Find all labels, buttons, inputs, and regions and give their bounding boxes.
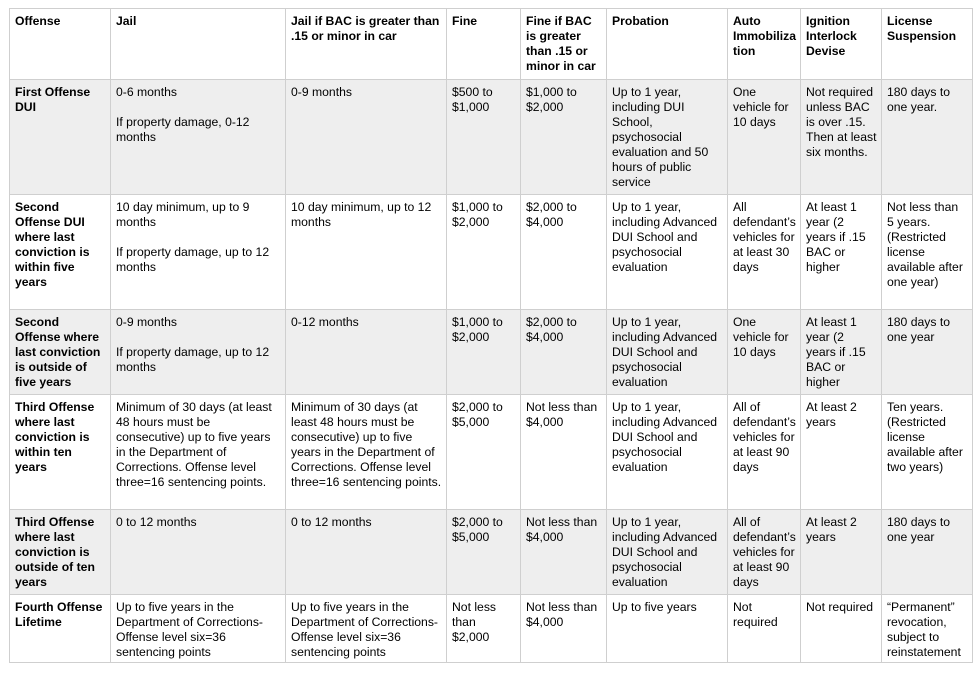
probation-cell: Up to 1 year, including DUI School, psychosocial evaluation and 50 hours of public service [607,80,728,195]
auto-immobilization-cell: One vehicle for 10 days [728,80,801,195]
license-suspension-cell: Not less than 5 years. (Restricted license available after one year) [882,195,973,310]
ignition-interlock-cell: Not required [801,595,882,663]
offense-cell: Fourth Offense Lifetime [10,595,111,663]
header-license-suspension: License Suspension [882,9,973,80]
jail-text: 10 day minimum, up to 9 months [116,200,250,229]
fine-cell: $2,000 to $5,000 [447,510,521,595]
fine-bac-cell: Not less than $4,000 [521,510,607,595]
jail-cell [111,395,286,510]
probation-cell: Up to 1 year, including Advanced DUI School and psychosocial evaluation [607,510,728,595]
jail-bac-cell [286,595,447,663]
jail-bac-cell [286,510,447,595]
license-suspension-cell: 180 days to one year [882,510,973,595]
offense-cell: Third Offense where last conviction is within ten years [10,395,111,510]
fine-bac-cell: Not less than $4,000 [521,595,607,663]
header-probation: Probation [607,9,728,80]
jail-cell [111,80,286,195]
jail-bac-cell [286,195,447,310]
header-row [10,9,973,80]
ignition-interlock-cell: At least 1 year (2 years if .15 BAC or higher [801,195,882,310]
jail-text: If property damage, up to 12 months [116,245,270,274]
header-jail-bac: Jail if BAC is greater than .15 or minor in car [286,9,447,80]
jail-bac-text: Minimum of 30 days (at least 48 hours must be consecutive) up to five years in the Department of Corrections. Offense level three=16 sentencing points. [291,400,442,489]
jail-text: 0 to 12 months [116,515,197,529]
fine-cell: Not less than $2,000 [447,595,521,663]
jail-text: 0-9 months [116,315,177,329]
jail-text: 0-6 months [116,85,177,99]
probation-cell: Up to 1 year, including Advanced DUI School and psychosocial evaluation [607,310,728,395]
jail-cell [111,510,286,595]
offense-cell: Second Offense where last conviction is outside of five years [10,310,111,395]
table-row [10,80,973,195]
jail-bac-text: 10 day minimum, up to 12 months [291,200,432,229]
fine-bac-cell: $2,000 to $4,000 [521,310,607,395]
probation-cell: Up to five years [607,595,728,663]
jail-bac-text: 0 to 12 months [291,515,372,529]
fine-bac-cell: Not less than $4,000 [521,395,607,510]
jail-text: If property damage, 0-12 months [116,115,250,144]
fine-cell: $1,000 to $2,000 [447,310,521,395]
fine-cell: $2,000 to $5,000 [447,395,521,510]
table-row [10,395,973,510]
table-row [10,510,973,595]
license-suspension-cell: Ten years. (Restricted license available after two years) [882,395,973,510]
fine-cell: $500 to $1,000 [447,80,521,195]
auto-immobilization-cell: One vehicle for 10 days [728,310,801,395]
ignition-interlock-cell: At least 2 years [801,510,882,595]
jail-bac-text: Up to five years in the Department of Corrections- Offense level six=36 sentencing points [291,600,438,659]
auto-immobilization-cell: All defendant’s vehicles for at least 30 days [728,195,801,310]
license-suspension-cell: “Permanent” revocation, subject to reinstatement [882,595,973,663]
license-suspension-cell: 180 days to one year [882,310,973,395]
jail-cell [111,595,286,663]
ignition-interlock-cell: Not required unless BAC is over .15. Then at least six months. [801,80,882,195]
probation-cell: Up to 1 year, including Advanced DUI School and psychosocial evaluation [607,195,728,310]
fine-bac-cell: $2,000 to $4,000 [521,195,607,310]
jail-bac-text: 0-12 months [291,315,359,329]
offense-cell: Second Offense DUI where last conviction is within five years [10,195,111,310]
jail-text: Up to five years in the Department of Corrections- Offense level six=36 sentencing points [116,600,263,659]
ignition-interlock-cell: At least 2 years [801,395,882,510]
jail-bac-cell [286,310,447,395]
fine-bac-cell: $1,000 to $2,000 [521,80,607,195]
header-jail: Jail [111,9,286,80]
table-row [10,195,973,310]
jail-cell [111,310,286,395]
auto-immobilization-cell: All of defendant’s vehicles for at least 90 days [728,510,801,595]
jail-bac-cell [286,80,447,195]
header-fine-bac: Fine if BAC is greater than .15 or minor in car [521,9,607,80]
jail-bac-text: 0-9 months [291,85,352,99]
fine-cell: $1,000 to $2,000 [447,195,521,310]
table-row [10,595,973,663]
header-offense: Offense [10,9,111,80]
auto-immobilization-cell: All of defendant’s vehicles for at least 90 days [728,395,801,510]
jail-text: If property damage, up to 12 months [116,345,270,374]
header-auto-immobilization: Auto Immobilization [728,9,801,80]
table-row [10,310,973,395]
offense-cell: First Offense DUI [10,80,111,195]
probation-cell: Up to 1 year, including Advanced DUI School and psychosocial evaluation [607,395,728,510]
jail-bac-cell [286,395,447,510]
header-ignition-interlock: Ignition Interlock Devise [801,9,882,80]
header-fine: Fine [447,9,521,80]
ignition-interlock-cell: At least 1 year (2 years if .15 BAC or higher [801,310,882,395]
dui-penalties-table [9,8,973,663]
jail-text: Minimum of 30 days (at least 48 hours must be consecutive) up to five years in the Department of Corrections. Offense level three=16 sentencing points. [116,400,272,489]
auto-immobilization-cell: Not required [728,595,801,663]
offense-cell: Third Offense where last conviction is outside of ten years [10,510,111,595]
jail-cell [111,195,286,310]
license-suspension-cell: 180 days to one year. [882,80,973,195]
